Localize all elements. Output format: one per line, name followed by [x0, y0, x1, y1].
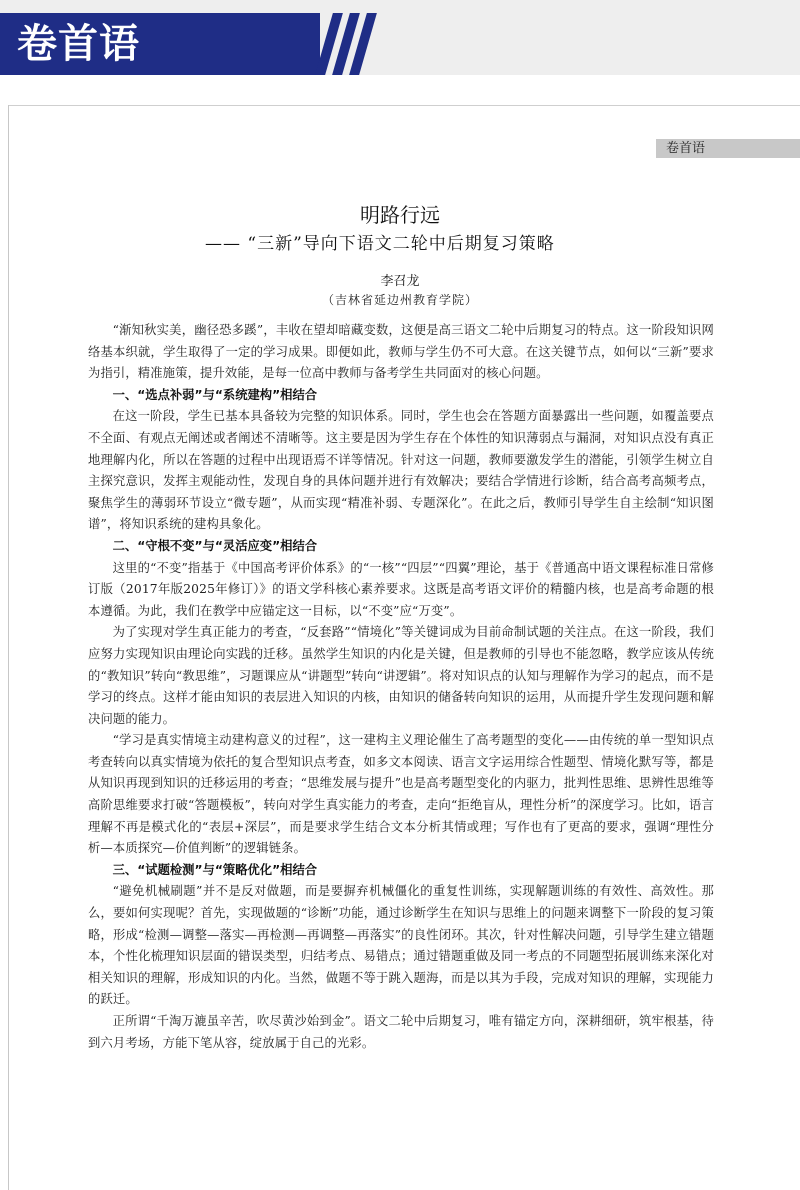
affiliation: （吉林省延边州教育学院） — [321, 293, 478, 307]
section-tag — [656, 139, 800, 158]
section-heading: 三、“试题检测”与“策略优化”相结合 — [112, 862, 318, 877]
paragraph: 在这一阶段，学生已基本具备较为完整的知识体系。同时，学生也会在答题方面暴露出一些问题，如覆盖要点不全面、有观点无阐述或者阐述不清晰等。这主要是因为学生存在个体性的知识薄弱点与漏洞，对知识点没有真正地理解内化，所以在答题的过程中出现语焉不详等情况。针对这一问题，教师要激发学生的潜能，引领学生树立自主探究意识，发挥主观能动性，发现自身的具体问题并进行有效解决；要结合学情进行诊断，结合高考高频考点，聚焦学生的薄弱环节设立“微专题”，从而实现“精准补弱、专题深化”。在此之后，教师引导学生自主绘制“知识图谱”，将知识系统的建构具象化。 — [88, 409, 714, 532]
banner — [0, 13, 320, 75]
author: 李召龙 — [380, 274, 420, 289]
banner-title: 卷首语 — [17, 21, 140, 67]
paragraph: 为了实现对学生真正能力的考查，“反套路”“情境化”等关键词成为目前命制试题的关注点。在这一阶段，我们应努力实现知识由理论向实践的迁移。虽然学生知识的内化是关键，但是教师的引导也不能忽略，教学应该从传统的“教知识”转向“教思维”，习题课应从“讲题型”转向“讲逻辑”。将对知识点的认知与理解作为学习的起点，而不是学习的终点。这样才能由知识的表层进入知识的内核，由知识的储备转向知识的运用，从而提升学生发现问题和解决问题的能力。 — [88, 625, 714, 726]
section-tag-label: 卷首语 — [666, 141, 706, 156]
frame-top-rule — [8, 105, 800, 106]
banner-stripes — [296, 13, 386, 75]
paragraph: 这里的“不变”指基于《中国高考评价体系》的“一核”“四层”“四翼”理论，基于《普通高中语文课程标准日常修订版（2017年版2025年修订）》的语文学科核心素养要求。这既是高考语文评价的精髓内核，也是高考命题的根本遵循。为此，我们在教学中应锚定这一目标，以“不变”应“万变”。 — [88, 560, 714, 618]
paragraph: “学习是真实情境主动建构意义的过程”，这一建构主义理论催生了高考题型的变化——由传统的单一型知识点考查转向以真实情境为依托的复合型知识点考查，如多文本阅读、语言文字运用综合性题型、情境化默写等，都是从知识再现到知识的迁移运用的考查；“思维发展与提升”也是高考题型变化的内驱力，批判性思维、思辨性思维等高阶思维要求打破“答题模板”，转向对学生真实能力的考查，走向“拒绝盲从，理性分析”的深度学习。比如，语言理解不再是模式化的“表层+深层”，而是要求学生结合文本分析其情或理；写作也有了更高的要求，强调“理性分析—本质探究—价值判断”的逻辑链条。 — [88, 733, 714, 856]
section-heading: 二、“守根不变”与“灵活应变”相结合 — [112, 538, 318, 553]
paragraph: “避免机械刷题”并不是反对做题，而是要摒弃机械僵化的重复性训练，实现解题训练的有效性、高效性。那么，要如何实现呢？首先，实现做题的“诊断”功能，通过诊断学生在知识与思维上的问题来调整下一阶段的复习策略，形成“检测—调整—落实—再检测—再调整—再落实”的良性闭环。其次，针对性解决问题，引导学生建立错题本，个性化梳理知识层面的错误类型，归结考点、易错点；通过错题重做及同一考点的不同题型拓展训练来深化对相关知识的理解，形成知识的内化。当然，做题不等于跳入题海，而是以其为手段，完成对知识的理解，实现能力的跃迁。 — [88, 884, 714, 1007]
section-heading: 一、“选点补弱”与“系统建构”相结合 — [112, 387, 318, 402]
article-body — [88, 320, 714, 1054]
paragraph: 正所谓“千淘万漉虽辛苦，吹尽黄沙始到金”。语文二轮中后期复习，唯有锚定方向，深耕细研，筑牢根基，待到六月考场，方能下笔从容，绽放属于自己的光彩。 — [88, 1014, 714, 1050]
intro-paragraph: “渐知秋实美，幽径恐多蹊”，丰收在望却暗藏变数，这便是高三语文二轮中后期复习的特点。这一阶段知识网络基本织就，学生取得了一定的学习成果。即便如此，教师与学生仍不可大意。在这关键节点，如何以“三新”要求为指引，精准施策，提升效能，是每一位高中教师与备考学生共同面对的核心问题。 — [88, 323, 714, 381]
article-subtitle: —— “三新”导向下语文二轮中后期复习策略 — [205, 234, 555, 254]
frame-left-rule — [8, 105, 9, 1190]
article-title: 明路行远 — [360, 203, 440, 227]
